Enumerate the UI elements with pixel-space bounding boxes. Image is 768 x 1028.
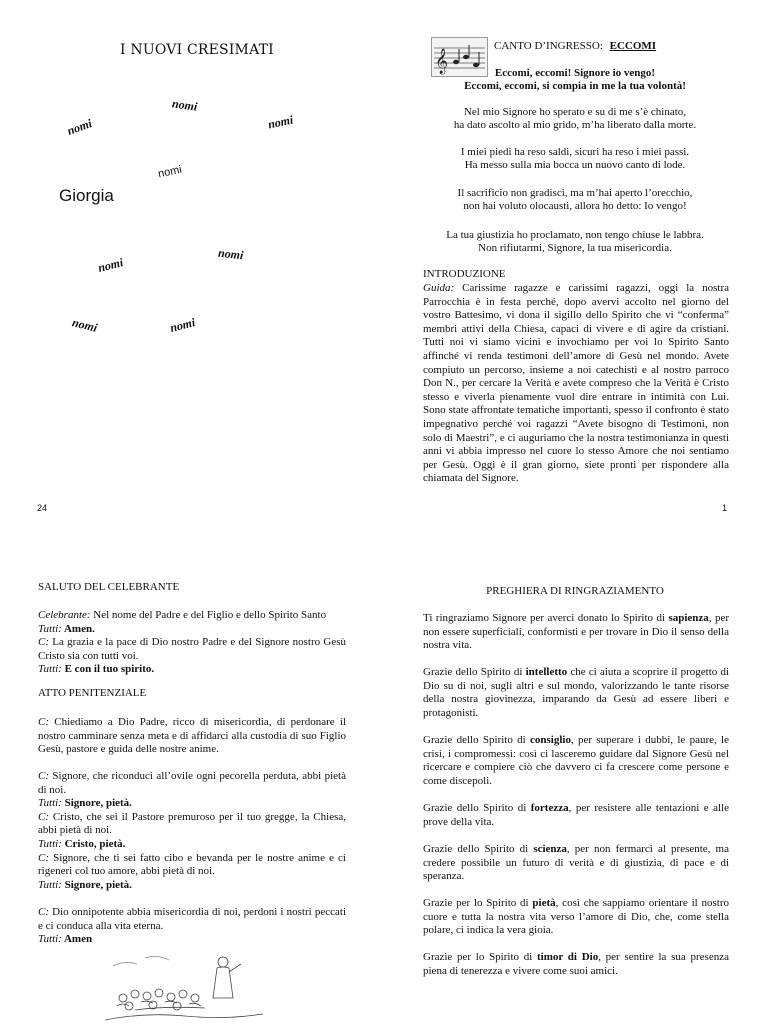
dialogue-response: Cristo, pietà. [61,837,126,850]
thanksgiving-paragraph [423,802,729,829]
stanza-line: I miei piedi ha reso saldi, sicuri ha reso i miei passi. [460,146,690,158]
dialogue-text: Signore, che riconduci all’ovile ogni pecorella perduta, abbi pietà di noi. [38,770,346,796]
dialogue-line [38,838,346,852]
stanza-line: Ha messo sulla mia bocca un nuovo canto di lode. [464,159,686,171]
gift-name: timor di Dio [537,951,599,963]
entrance-song-title: ECCOMI [609,40,657,52]
atto-intro [38,716,346,757]
speaker-label: Tutti: [38,622,62,635]
speaker-label: Guida: [423,282,455,294]
song-stanza [420,229,730,255]
dialogue-response: Signore, pietà. [61,797,132,810]
paragraph-text: Grazie dello Spirito di [423,802,531,814]
dialogue-response: Signore, pietà. [61,878,132,891]
song-stanza [420,146,730,172]
speaker-label: C: [38,810,49,823]
name-placeholder: nomi [171,96,199,114]
dialogue-line [38,933,346,947]
name-placeholder: nomi [96,255,125,275]
dialogue-text: Dio onnipotente abbia misericordia di noi, perdoni i nostri peccati e ci conduca alla vita eterna. [38,906,346,932]
dialogue-line [38,609,346,623]
paragraph-text: Grazie dello Spirito di [423,666,526,678]
name-placeholder: nomi [217,245,245,263]
paragraph-text: , così che sappiamo orientare il nostro cuore e tutta la nostra vita verso l’amore di Dio, che, come stella polare, ci indica la vera gioia. [423,897,730,937]
page-title-cresimati: I NUOVI CRESIMATI [120,42,274,58]
name-placeholder: nomi [168,315,197,335]
gift-name: intelletto [525,666,568,678]
speaker-label: Tutti: [38,878,62,891]
name-placeholder: nomi [266,112,295,132]
stanza-line: ha dato ascolto al mio grido, m’ha liberato dalla morte. [453,119,697,131]
dialogue-line [38,636,346,663]
thanksgiving-paragraph [423,843,729,884]
atto-litany [38,770,346,892]
intro-heading: INTRODUZIONE [423,268,506,280]
paragraph-text: , per sentire la sua presenza piena di tenerezza e vivere come suoi amici. [423,951,729,977]
stanza-line: Nel mio Signore ho sperato e su di me s’è chinato, [463,106,687,118]
dialogue-line [38,879,346,893]
dialogue-response: E con il tuo spirito. [61,663,155,676]
thanksgiving-paragraph [423,897,729,938]
speaker-label: C: [38,906,49,918]
song-stanza [420,106,730,132]
atto-heading: ATTO PENITENZIALE [38,687,147,699]
atto-final [38,906,346,947]
saluto-block [38,609,346,677]
dialogue-response: Amen [61,933,93,946]
paragraph-text: Grazie dello Spirito di [423,843,534,855]
paragraph-text: Grazie per lo Spirito di [423,951,538,963]
gift-name: sapienza [668,612,709,624]
gift-name: scienza [533,843,567,855]
stanza-line: Il sacrificio non gradisci, ma m’hai aperto l’orecchio, [457,187,693,199]
speaker-label: C: [38,770,49,782]
jesus-with-crowd-illustration [105,950,263,1024]
stanza-line: La tua giustizia ho proclamato, non tengo chiuse le labbra. [446,229,704,241]
song-stanza [420,187,730,213]
name-placeholder: nomi [157,163,183,181]
dialogue-text: Nel nome del Padre e del Figlio e dello Spirito Santo [90,609,327,621]
intro-text: Carissime ragazze e carissimi ragazzi, oggi la nostra Parrocchia è in festa perché, dopo avervi accolto nel giorno del vostro Battesimo, vi dona il sigillo dello Spirito che vi “conferma” membri attivi della Chiesa, capaci di vivere e di agire da cristiani. Tutti noi vi siamo vicini e invochiamo per voi lo Spirito Santo affinché vi renda testimoni dell’amore di Gesù nel mondo. Avete compiuto un percorso, insieme a noi catechisti e al nostro parroco Don N., per cercare la Verità e avete compreso che la Verità è Cristo stesso e viverla pienamente vuol dire entrare in intimità con Lui. Sono state affrontate tematiche importanti, spesso il confronto è stato impegnativo perché voi ragazzi “Avete bisogno di Testimoni, non solo di Maestri”, e ci auguriamo che la nostra testimonianza in questi anni vi abbia impresso nel cuore lo stesso Amore che noi sentiamo per Gesù. Oggi è il gran giorno, siete pronti per rispondere alla chiamata del Signore. [423,282,730,485]
paragraph-text: , per non fermarci al presente, ma credere possibile un futuro di verità e di giustizia, di pace e di speranza. [423,843,729,883]
thanksgiving-heading: PREGHIERA DI RINGRAZIAMENTO [486,585,664,597]
song-refrain [420,67,730,93]
page-number: 24 [37,503,48,513]
paragraph-text: Grazie per lo Spirito di [423,897,533,909]
thanksgiving-paragraph [423,951,729,978]
intro-paragraph [423,282,729,486]
speaker-label: Tutti: [38,797,62,810]
dialogue-text: Cristo, che sei il Pastore premuroso per il tuo gregge, la Chiesa, abbi pietà di noi. [38,810,346,837]
dialogue-line [38,770,346,797]
dialogue-line [38,797,346,811]
refrain-line: Eccomi, eccomi, si compia in me la tua volontà! [464,80,686,92]
paragraph-text: Ti ringraziamo Signore per averci donato lo Spirito di [423,612,669,624]
gift-name: pietà [532,897,556,909]
gift-name: consiglio [530,734,571,746]
saluto-heading: SALUTO DEL CELEBRANTE [38,581,180,593]
dialogue-line [38,852,346,879]
speaker-label: Tutti: [38,663,62,676]
speaker-label: C: [38,851,49,864]
dialogue-line [38,906,346,933]
thanksgiving-paragraph [423,612,729,653]
paragraph-text: , per superare i dubbi, le paure, le crisi, i compromessi: così ci lasceremo guidare dal Signore Gesù nel ricercare e compiere ciò che davvero ci fa crescere come persone e come discepoli. [423,734,729,787]
name-placeholder: nomi [70,315,99,335]
paragraph-text: , per non essere superficiali, conformisti e per trovare in Dio il senso della nostra vita. [423,612,729,652]
gift-name: fortezza [530,802,569,814]
speaker-label: C: [38,716,49,728]
dialogue-text: La grazia e la pace di Dio nostro Padre e del Signore nostro Gesù Cristo sia con tutti voi. [38,636,346,662]
dialogue-response: Amen. [61,622,95,635]
paragraph-text: Grazie dello Spirito di [423,734,530,746]
speaker-label: C: [38,636,49,649]
paragraph-text: , per resistere alle tentazioni e alle prove della vita. [423,802,730,828]
entrance-song-label: CANTO D’INGRESSO: [494,40,603,52]
dialogue-text: Chiediamo a Dio Padre, ricco di misericordia, di perdonare il nostro camminare senza meta e di affidarci alla custodia di suo Figlio Gesù, pastore e guida delle nostre anime. [38,716,346,756]
paragraph-text: che ci aiuta a scoprire il progetto di Dio su di noi, sugli altri e sul mondo, valorizzando le tante risorse della nostra giovinezza, imparando da Gesù ad essere liberi e protagonisti. [423,666,730,719]
name-placeholder: nomi [65,116,94,138]
speaker-label: Celebrante: [38,609,91,621]
speaker-label: Tutti: [38,837,62,850]
page-number: 1 [722,503,728,513]
svg-text:𝄞: 𝄞 [435,49,449,74]
thanksgiving-paragraph [423,734,729,788]
stanza-line: non hai voluto olocausti, allora ho detto: Io vengo! [463,200,687,212]
speaker-label: Tutti: [38,933,62,946]
entrance-song-heading [494,40,656,52]
refrain-line: Eccomi, eccomi! Signore io vengo! [494,67,656,79]
confirmand-name: Giorgia [59,186,114,205]
thanksgiving-paragraph [423,666,729,720]
dialogue-text: Signore, che ti sei fatto cibo e bevanda per le nostre anime e ci rigeneri col tuo amore, abbi pietà di noi. [38,851,346,878]
dialogue-line [38,663,346,677]
dialogue-line [38,811,346,838]
stanza-line: Non rifiutarmi, Signore, la tua misericordia. [478,242,672,254]
dialogue-line [38,623,346,637]
